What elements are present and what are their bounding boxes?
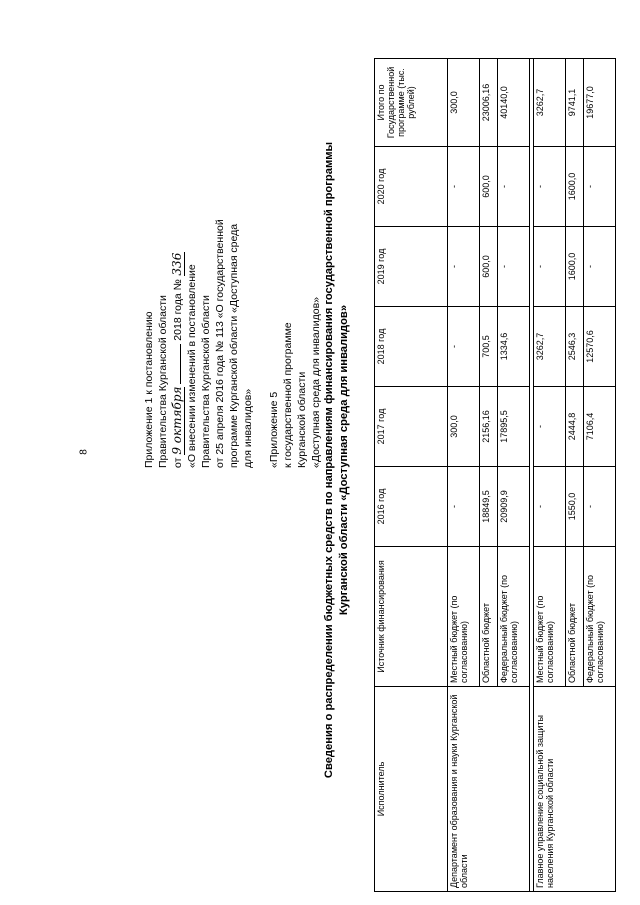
header-2019: 2019 год	[375, 227, 448, 307]
value-cell: 20909,9	[498, 467, 530, 547]
total-cell: 23006,16	[479, 59, 497, 147]
table-row	[448, 59, 480, 892]
header-total: Итого по Государственной программе (тыс. рублей)	[375, 59, 448, 147]
value-cell: -	[448, 227, 480, 307]
appendix-line: для инвалидов»	[242, 388, 254, 468]
value-cell: -	[583, 147, 615, 227]
appendix-line: «О внесении изменений в постановление	[186, 264, 198, 468]
value-cell: -	[448, 467, 480, 547]
handwritten-number: 336	[170, 252, 184, 276]
header-2017: 2017 год	[375, 387, 448, 467]
value-cell: 18849,5	[479, 467, 497, 547]
value-cell: 17895,5	[498, 387, 530, 467]
header-2020: 2020 год	[375, 147, 448, 227]
source-cell: Областной бюджет	[565, 547, 583, 687]
appendix-line: Приложение 1 к постановлению	[143, 311, 155, 468]
appendix-date-line	[170, 8, 185, 468]
value-cell: 2546,3	[565, 307, 583, 387]
header-executor: Исполнитель	[375, 687, 448, 892]
value-cell: 2156,16	[479, 387, 497, 467]
handwritten-date: 9 октября	[170, 386, 184, 455]
source-cell: Федеральный бюджет (по согласованию)	[583, 547, 615, 687]
value-cell: -	[533, 467, 565, 547]
value-cell: -	[498, 147, 530, 227]
appendix-line: Курганской области	[296, 371, 308, 468]
value-cell: 7106,4	[583, 387, 615, 467]
appendix-line: «Приложение 5	[268, 391, 280, 468]
value-cell: -	[498, 227, 530, 307]
financing-table-wrapper	[374, 59, 616, 892]
value-cell: -	[583, 227, 615, 307]
page-number: 8	[78, 449, 90, 455]
appendix-line: к государственной программе	[282, 322, 294, 468]
source-cell: Местный бюджет (по согласованию)	[448, 547, 480, 687]
appendix-line: Правительства Курганской области	[157, 295, 169, 468]
value-cell: 1600,0	[565, 147, 583, 227]
source-cell: Областной бюджет	[479, 547, 497, 687]
value-cell: 12570,6	[583, 307, 615, 387]
value-cell: -	[448, 307, 480, 387]
value-cell: -	[533, 147, 565, 227]
value-cell: 2444,8	[565, 387, 583, 467]
header-source: Источник финансирования	[375, 547, 448, 687]
value-cell: 1600,0	[565, 227, 583, 307]
financing-table	[374, 58, 616, 892]
document-heading	[322, 65, 352, 855]
blank-underline	[180, 344, 181, 384]
total-cell: 9741,1	[565, 59, 583, 147]
appendix-line: программе Курганской области «Доступная среда	[228, 223, 240, 468]
appendix-date-middle: 2018 года №	[172, 279, 184, 341]
heading-line: Сведения о распределении бюджетных средств по направлениям финансирования государственной программы	[323, 141, 335, 779]
value-cell: 1334,6	[498, 307, 530, 387]
value-cell: -	[533, 227, 565, 307]
value-cell: -	[583, 467, 615, 547]
value-cell: 600,0	[479, 227, 497, 307]
total-cell: 300,0	[448, 59, 480, 147]
table-row	[533, 59, 565, 892]
header-2018: 2018 год	[375, 307, 448, 387]
value-cell: -	[533, 387, 565, 467]
value-cell: 600,0	[479, 147, 497, 227]
appendix-block	[142, 8, 323, 468]
value-cell: -	[448, 147, 480, 227]
appendix-date-prefix: от	[172, 457, 184, 468]
appendix-line: Правительства Курганской области	[200, 295, 212, 468]
total-cell: 19677,0	[583, 59, 615, 147]
source-cell: Местный бюджет (по согласованию)	[533, 547, 565, 687]
value-cell: 300,0	[448, 387, 480, 467]
heading-line: Курганской области «Доступная среда для инвалидов»	[338, 304, 350, 616]
value-cell: 3262,7	[533, 307, 565, 387]
appendix-line: от 25 апреля 2016 года № 113 «О государственной	[214, 219, 226, 468]
value-cell: 700,5	[479, 307, 497, 387]
executor-cell: Главное управление социальной защиты населения Курганской области	[533, 687, 615, 892]
total-cell: 3262,7	[533, 59, 565, 147]
total-cell: 40140,0	[498, 59, 530, 147]
value-cell: 1550,0	[565, 467, 583, 547]
executor-cell: Департамент образования и науки Курганской области	[448, 687, 530, 892]
header-2016: 2016 год	[375, 467, 448, 547]
source-cell: Федеральный бюджет (по согласованию)	[498, 547, 530, 687]
appendix-line: «Доступная среда для инвалидов»	[310, 296, 322, 468]
